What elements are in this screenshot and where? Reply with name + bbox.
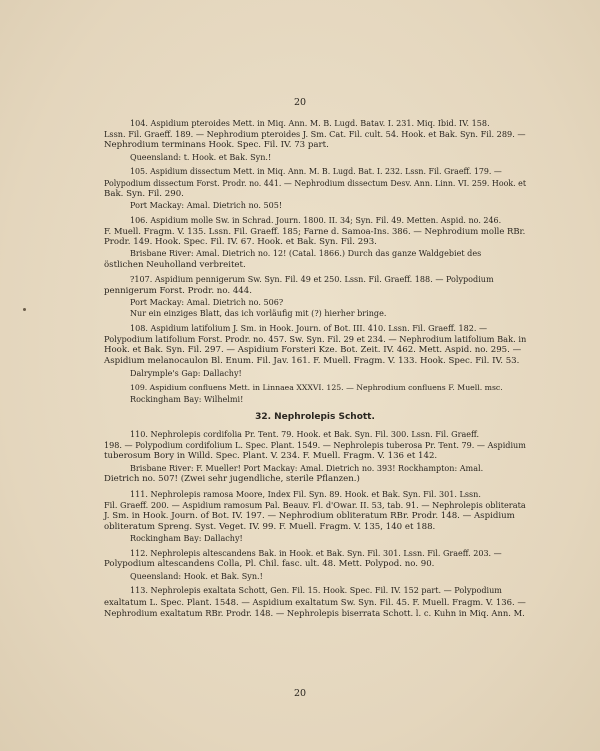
entry-line: Lssn. Fil. Graeff. 189. — Nephrodium pteroides J. Sm. Cat. Fil. cult. 54. Hook. et Bak. Syn. Fil. 289. — — [104, 129, 526, 140]
entry-line: 108. Aspidium latifolium J. Sm. in Hook. Journ. of Bot. III. 410. Lssn. Fil. Graeff. 182. — — [130, 323, 488, 333]
entry-line: 106. Aspidium molle Sw. in Schrad. Journ. 1800. II. 34; Syn. Fil. 49. Metten. Aspid. no. 246. — [130, 215, 502, 225]
entry-line: Nephrodium terminans Hook. Spec. Fil. IV. 73 part. — [104, 140, 329, 151]
entry-line: ?107. Aspidium pennigerum Sw. Syn. Fil. 49 et 250. Lssn. Fil. Graeff. 188. — Polypodium — [130, 275, 494, 285]
entry-line: J. Sm. in Hook. Journ. of Bot. IV. 197. — Nephrodium obliteratum RBr. Prodr. 148. — Aspidium — [104, 511, 515, 522]
entry-line: 198. — Polypodium cordifolium L. Spec. Plant. 1549. — Nephrolepis tuberosa Pr. Tent. 79. — Aspidium — [104, 440, 526, 451]
entry — [104, 166, 526, 211]
entry-line: Polypodium altescandens Colla, Pl. Chil. fasc. ult. 48. Mett. Polypod. no. 90. — [104, 559, 435, 570]
page-number-bottom: 20 — [293, 688, 307, 699]
page-content — [104, 118, 526, 623]
entry-line: Fil. Graeff. 200. — Aspidium ramosum Pal. Beauv. Fl. d'Owar. II. 53, tab. 91. — Nephrolepis obliterata — [104, 499, 526, 510]
entry-line: Port Mackay: Amal. Dietrich no. 505! — [130, 201, 283, 211]
entry — [104, 489, 526, 545]
entry — [104, 118, 526, 163]
entry-line: 111. Nephrolepis ramosa Moore, Index Fil. Syn. 89. Hook. et Bak. Syn. Fil. 301. Lssn. — [130, 489, 481, 499]
entry-line: Polypodium dissectum Forst. Prodr. no. 441. — Nephrodium dissectum Desv. Ann. Linn. VI. 259. Hook. et — [104, 178, 527, 188]
entry-line: 109. Aspidium confluens Mett. in Linnaea XXXVI. 125. — Nephrodium confluens F. Muell. msc. — [130, 383, 503, 393]
entry-line: Hook. et Bak. Syn. Fil. 297. — Aspidium Forsteri Kze. Bot. Zeit. IV. 462. Mett. Aspid. no. 295. — — [104, 345, 522, 356]
entry-line: Aspidium melanocaulon Bl. Enum. Fil. Jav. 161. F. Muell. Fragm. V. 133. Hook. Spec. Fil. IV. 53. — [104, 356, 520, 367]
entry-line: Rockingham Bay: Dallachy! — [130, 534, 243, 544]
entry-line: Bak. Syn. Fil. 290. — [104, 188, 184, 199]
entry-line: Nephrodium exaltatum RBr. Prodr. 148. — Nephrolepis biserrata Schott. l. c. Kuhn in Miq. Ann. M. — [104, 607, 525, 618]
entry — [104, 585, 526, 619]
entry — [104, 382, 526, 404]
entry-line: Polypodium latifolium Forst. Prodr. no. 457. Sw. Syn. Fil. 29 et 234. — Nephrodium latifolium Bak. in — [104, 334, 527, 345]
entry-line: Nur ein einziges Blatt, das ich vorläufig mit (?) hierher bringe. — [130, 309, 387, 319]
entry-line: obliteratum Spreng. Syst. Veget. IV. 99. F. Muell. Fragm. V. 135, 140 et 188. — [104, 522, 436, 533]
entry-line: Dietrich no. 507! (Zwei sehr jugendliche, sterile Pflanzen.) — [104, 473, 360, 484]
entry-line: 104. Aspidium pteroides Mett. in Miq. Ann. M. B. Lugd. Batav. I. 231. Miq. Ibid. IV. 158. — [130, 119, 490, 128]
entry-line: 113. Nephrolepis exaltata Schott, Gen. Fil. 15. Hook. Spec. Fil. IV. 152 part. — Polypodium — [130, 586, 502, 596]
entries-after — [104, 429, 526, 619]
entry-line: pennigerum Forst. Prodr. no. 444. — [104, 285, 252, 296]
page-number-top: 20 — [293, 97, 307, 108]
entry-line: Queensland: Hook. et Bak. Syn.! — [130, 571, 263, 581]
entry-line: Rockingham Bay: Wilhelmi! — [130, 394, 244, 404]
pinhole-mark — [23, 308, 26, 311]
entries-before — [104, 118, 526, 405]
entry-line: 105. Aspidium dissectum Mett. in Miq. Ann. M. B. Lugd. Bat. I. 232. Lssn. Fil. Graeff. 179. — — [130, 167, 502, 177]
entry-line: Port Mackay: Amal. Dietrich no. 506? — [130, 297, 284, 307]
entry-line: F. Muell. Fragm. V. 135. Lssn. Fil. Graeff. 185; Farne d. Samoa-Ins. 386. — Nephrodium molle RBr. — [104, 226, 526, 237]
entry-line: tuberosum Bory in Willd. Spec. Plant. V. 234. F. Muell. Fragm. V. 136 et 142. — [104, 451, 438, 462]
section-heading: 32. Nephrolepis Schott. — [255, 411, 375, 422]
entry — [104, 429, 526, 485]
entry — [104, 215, 526, 271]
entry — [104, 274, 526, 319]
entry-line: östlichen Neuholland verbreitet. — [104, 259, 246, 270]
entry-line: Brisbane River: Amal. Dietrich no. 12! (Catal. 1866.) Durch das ganze Waldgebiet des — [130, 249, 482, 259]
entry-line: Brisbane River: F. Mueller! Port Mackay: Amal. Dietrich no. 393! Rockhampton: Amal. — [130, 463, 484, 473]
entry-line: 110. Nephrolepis cordifolia Pr. Tent. 79. Hook. et Bak. Syn. Fil. 300. Lssn. Fil. Graeff. — [130, 430, 480, 440]
entry-line: 112. Nephrolepis altescandens Bak. in Hook. et Bak. Syn. Fil. 301. Lssn. Fil. Graeff. 203. — — [130, 549, 502, 559]
entry — [104, 323, 526, 379]
entry-line: Dalrymple's Gap: Dallachy! — [130, 368, 242, 378]
entry-line: Queensland: t. Hook. et Bak. Syn.! — [130, 152, 272, 162]
entry-line: Prodr. 149. Hook. Spec. Fil. IV. 67. Hook. et Bak. Syn. Fil. 293. — [104, 237, 377, 248]
entry-line: exaltatum L. Spec. Plant. 1548. — Aspidium exaltatum Sw. Syn. Fil. 45. F. Muell. Fragm. V. 136. — — [104, 596, 526, 607]
entry — [104, 548, 526, 582]
